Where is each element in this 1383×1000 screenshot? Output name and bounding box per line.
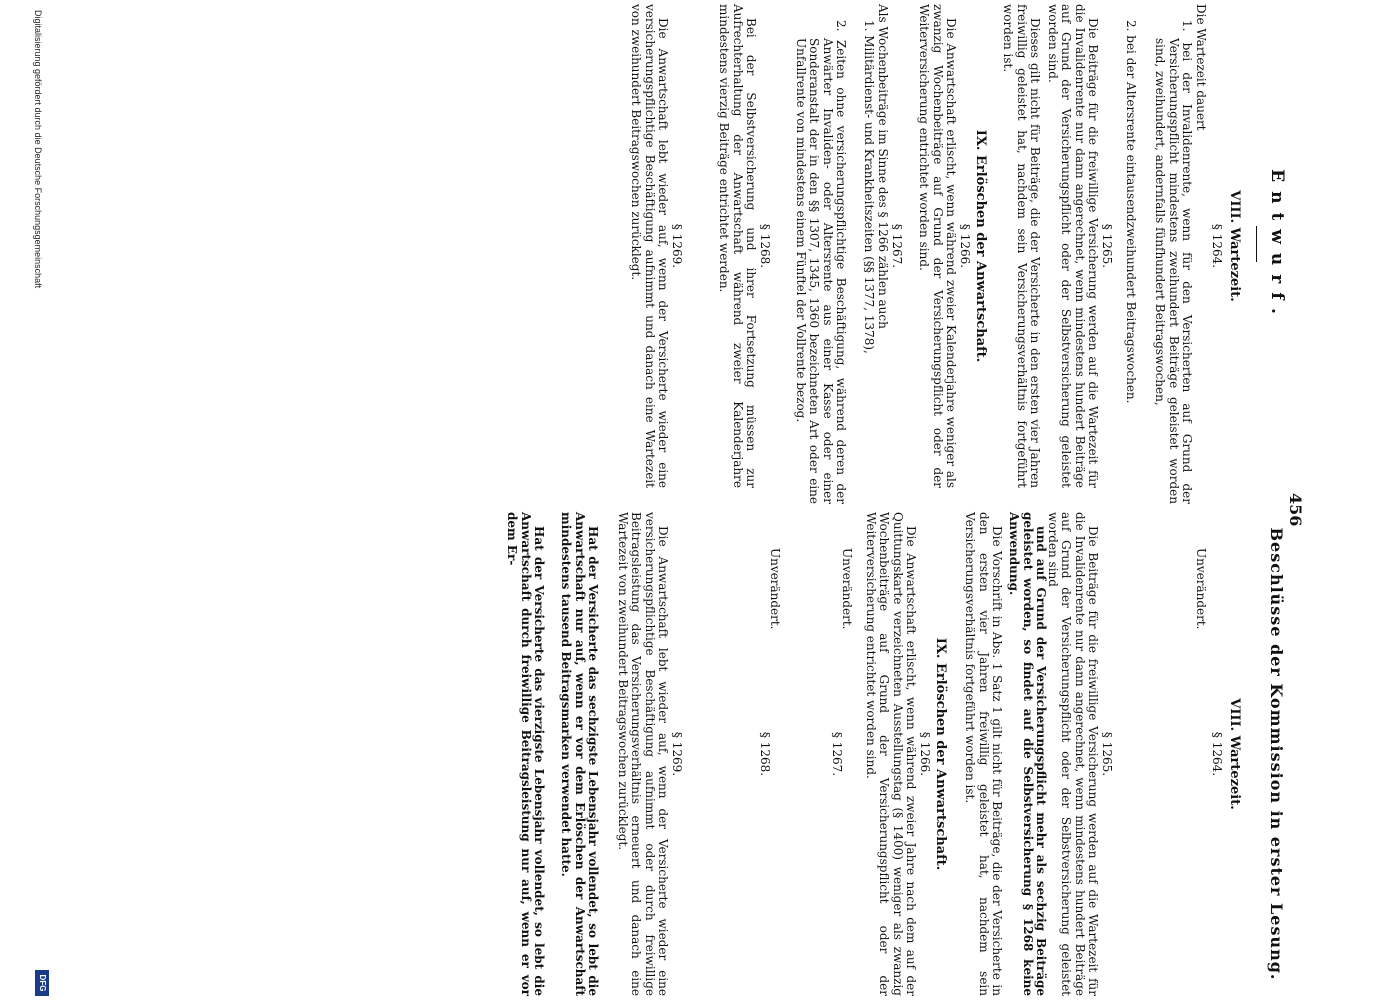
paragraph-number: § 1264. [1210,223,1224,269]
unchanged-note: Unverändert. [768,548,782,630]
column-title: Beschlüsse der Kommission in erster Lesung. [1267,527,1286,981]
paragraph-number: § 1267. [890,223,904,269]
page-number: 456 [1286,493,1305,527]
paragraph-number: § 1267. [830,731,844,777]
list-item: 2. Zeiten ohne versicherungspflichtige Beschäftigung, während deren der Anwärter Invaliden- oder Altersrente aus einer Kasse oder einer Sonderanstalt der in den §§ 1307, 1345, 1360 bezeichneten Art oder eine Unfallrente von mindestens einem Fünftel der Vollrente bezog. [793,20,848,504]
paragraph-number: § 1266. [958,223,972,269]
section-heading: VIII. Wartezeit. [1227,698,1242,810]
paragraph-number: § 1268. [758,223,772,269]
paragraph-text-amended: Hat der Versicherte das vierzigste Lebensjahr vollendet, so lebt die Anwartschaft durch freiwillige Beitragsleistung nur auf, wenn er vor dem Er- [505,512,546,996]
list-item: 2. bei der Altersrente eintausendzweihundert Beitragswochen. [1124,20,1138,404]
paragraph-number: § 1264. [1210,731,1224,777]
paragraph-text: Die Anwartschaft erlischt, wenn während zweier Kalenderjahre weniger als zwanzig Wochenbeiträge auf Grund der Versicherungspflicht oder der Weiterversicherung entrichtet worden sind. [917,4,958,488]
paragraph-text: Die Beiträge für die freiwillige Versicherung werden auf die Wartezeit für die Invalidenrente nur dann angerechnet, wenn mindestens hundert Beiträge auf Grund der Versicherungspflicht oder der Selbstversicherung geleistet worden sind [1045,512,1100,996]
paragraph-text: Bei der Selbstversicherung und ihrer Fortsetzung müssen zur Aufrechterhaltung der Anwartschaft während zweier Kalenderjahre mindestens vierzig Beiträge entrichtet werden. [717,4,758,488]
paragraph-text-amended: Hat der Versicherte das sechzigste Lebensjahr vollendet, so lebt die Anwartschaft nur auf, wenn er vor dem Erlöschen der Anwartschaft mindestens tausend Beitragsmarken verwendet hatte. [559,512,600,996]
section-heading: IX. Erlöschen der Anwartschaft. [973,129,988,363]
column-title: Entwurf. [1267,169,1287,323]
paragraph-text-amended: und auf Grund der Versicherungspflicht mehr als sechzig Beiträge geleistet worden, so findet auf die Selbstversicherung § 1268 keine Anwendung. [1007,512,1048,996]
list-item: 1. bei der Invalidenrente, wenn für den Versicherten auf Grund der Versicherungspflicht mindestens zweihundert Beiträge geleistet worden sind, zweihundert, andernfalls fünfhundert Beitragswochen, [1153,20,1194,504]
section-heading: IX. Erlöschen der Anwartschaft. [933,637,948,871]
section-heading: VIII. Wartezeit. [1227,190,1242,302]
paragraph-text: Dieses gilt nicht für Beiträge, die der Versicherte in den ersten vier Jahren freiwillig geleistet hat, nachdem sein Versicherungsverhältnis fortgeführt worden ist. [1001,4,1042,488]
paragraph-number: § 1265. [1100,223,1114,269]
list-item: 1. Militärdienst- und Krankheitszeiten (§§ 1377, 1378), [862,20,876,354]
unchanged-note: Unverändert. [1194,548,1208,630]
footer-credit: Digitalisierung gefördert durch die Deutsche Forschungsgemeinschaft [33,10,43,289]
paragraph-text: Die Vorschrift in Abs. 1 Satz 1 gilt nicht für Beiträge, die der Versicherte in den ersten vier Jahren freiwillig geleistet hat, nachdem sein Versicherungsverhältnis fortgeführt worden ist. [963,512,1004,996]
paragraph-number: § 1266. [918,731,932,777]
paragraph-text: Als Wochenbeiträge im Sinne des § 1266 zählen auch [876,4,890,329]
paragraph-number: § 1269. [670,731,684,777]
paragraph-number: § 1268. [758,731,772,777]
dfg-logo: DFG [35,970,49,996]
paragraph-text-amended: Die Anwartschaft erlischt, wenn während zweier Jahre nach dem auf der Quittungskarte verzeichneten Ausstellungstag (§ 1400) weniger als zwanzig Wochenbeiträge auf Grund der Versicherungspflicht oder der Weiterversicherung entrichtet worden sind. [863,512,918,996]
paragraph-text-amended: Die Anwartschaft lebt wieder auf, wenn der Versicherte wieder eine versicherungspflichtige Beschäftigung aufnimmt oder durch freiwillige Beitragsleistung das Versicherungsverhältnis erneuert und danach eine Wartezeit von zweihundert Beitragswochen zurücklegt. [615,512,670,996]
footer [5,0,49,1000]
paragraph-text: Die Wartezeit dauert [1194,4,1208,131]
paragraph-text: Die Beiträge für die freiwillige Versicherung werden auf die Wartezeit für die Invalidenrente nur dann angerechnet, wenn mindestens hundert Beiträge auf Grund der Versicherungspflicht oder der Selbstversicherung geleistet worden sind. [1045,4,1100,488]
paragraph-text: Die Anwartschaft lebt wieder auf, wenn der Versicherte wieder eine versicherungspflichtige Beschäftigung aufnimmt und danach eine Wartezeit von zweihundert Beitragswochen zurücklegt. [629,4,670,488]
paragraph-number: § 1265. [1100,731,1114,777]
title-rule [1256,226,1257,262]
paragraph-number: § 1269. [670,223,684,269]
unchanged-note: Unverändert. [840,548,854,630]
